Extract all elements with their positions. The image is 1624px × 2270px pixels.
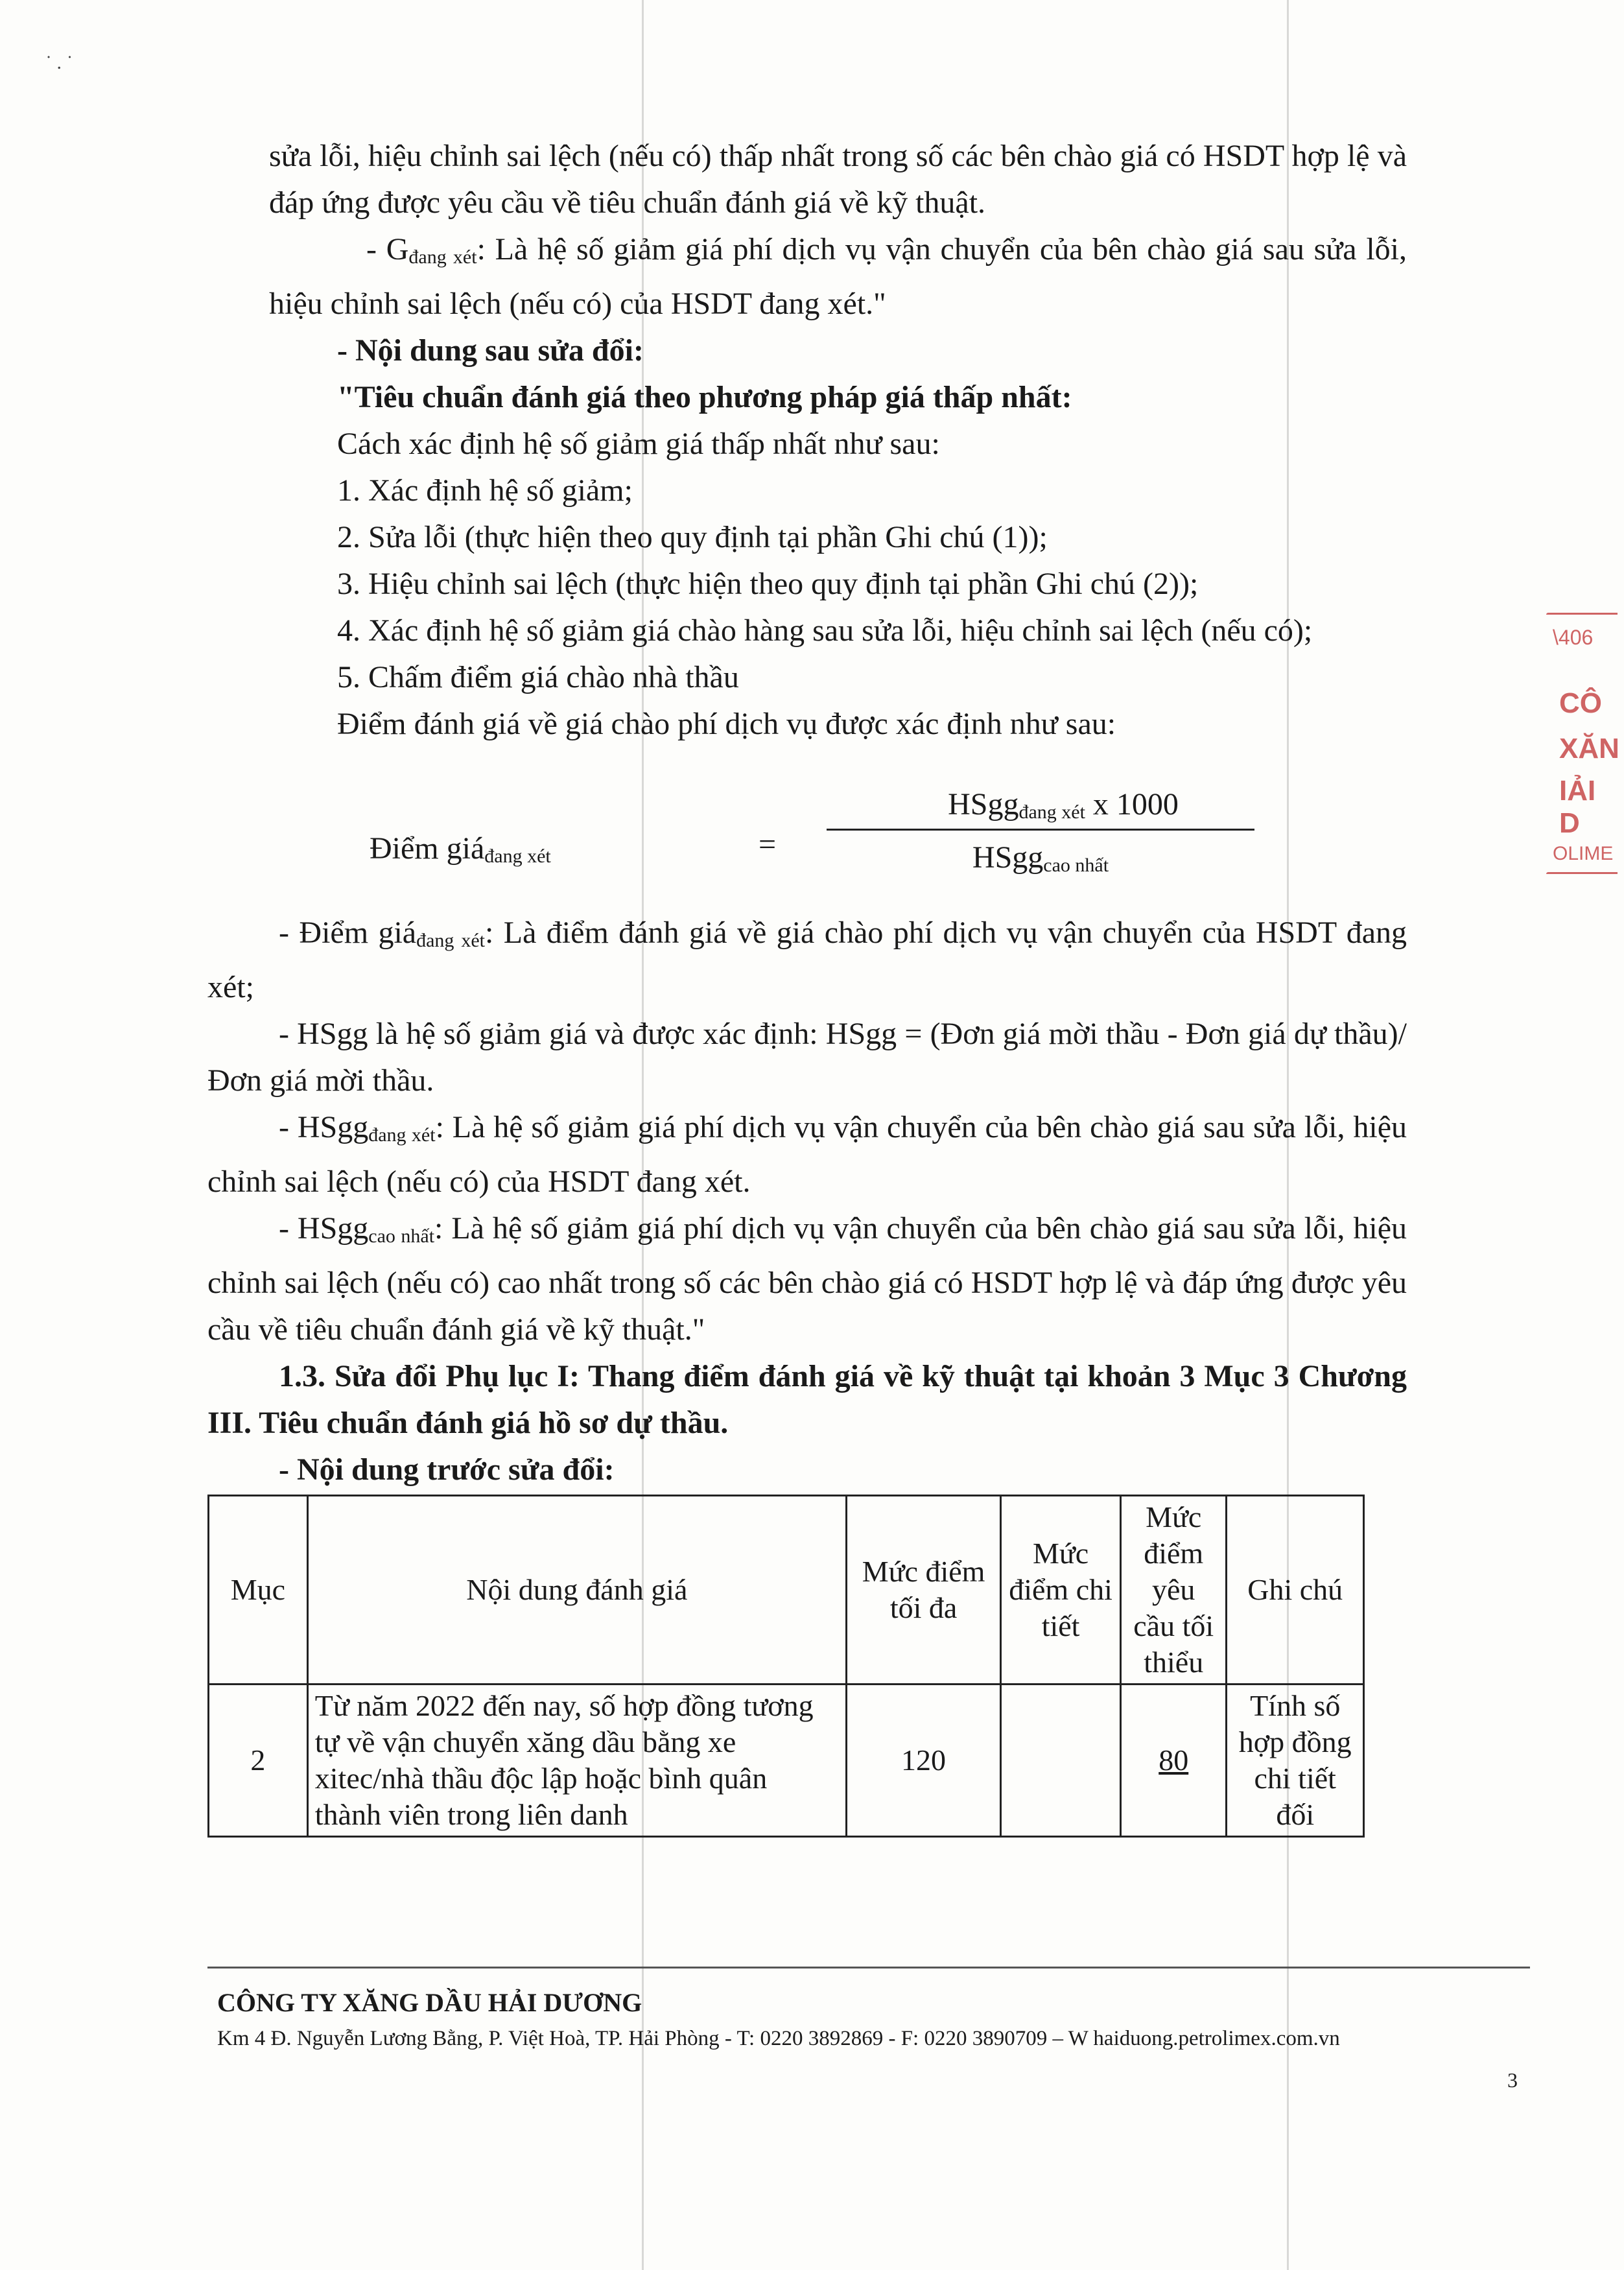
stamp-text: IẢI D [1559, 775, 1596, 839]
score-formula [269, 774, 1407, 910]
header-cell: Ghi chú [1227, 1496, 1364, 1685]
formula-equals: = [759, 827, 777, 862]
paragraph: Điểm đánh giá về giá chào phí dịch vụ được xác định như sau: [337, 707, 1116, 741]
company-address: Km 4 Đ. Nguyễn Lương Bằng, P. Việt Hoà, TP. Hải Phòng - T: 0220 3892869 - F: 0220 3890709 – W haiduong.petrolimex.com.vn [217, 2027, 1340, 2050]
definition: - HSgg$_{cao nhất}$: Là hệ số giảm giá phí dịch vụ vận chuyển của bên chào giá sau sửa lỗi, hiệu chỉnh sai lệch (nếu có) cao nhất trong số các bên chào giá có HSDT hợp lệ và đáp ứng được yêu cầu về tiêu chuẩn đánh giá về kỹ thuật." [207, 1211, 1407, 1347]
formula-numerator: HSgg$_{đang xét}$ x 1000 [827, 786, 1254, 831]
paragraph: sửa lỗi, hiệu chỉnh sai lệch (nếu có) thấp nhất trong số các bên chào giá có HSDT hợp lệ và đáp ứng được yêu cầu về tiêu chuẩn đánh giá về kỹ thuật. [269, 139, 1407, 220]
formula-fraction [827, 786, 1254, 877]
section-subheading: - Nội dung trước sửa đổi: [279, 1452, 615, 1487]
table-cell: 120 [846, 1685, 1000, 1837]
stamp-text: CÔ [1559, 687, 1602, 719]
footer [217, 1984, 1340, 2055]
footer-divider [207, 1967, 1530, 1969]
paragraph: - $G_{đang xét}$: Là hệ số giảm giá phí dịch vụ vận chuyển của bên chào giá sau sửa lỗi, hiệu chỉnh sai lệch (nếu có) của HSDT đang xét." [269, 232, 1407, 321]
stamp-arc [1546, 613, 1618, 615]
table-cell: Từ năm 2022 đến nay, số hợp đồng tương tự về vận chuyển xăng dầu bằng xe xitec/nhà thầu độc lập hoặc bình quân thành viên trong liên danh [307, 1685, 846, 1837]
page-number: 3 [1507, 2068, 1518, 2092]
table-row [209, 1685, 1364, 1837]
header-cell: Mức điểm chi tiết [1001, 1496, 1121, 1685]
list-item: 5. Chấm điểm giá chào nhà thầu [337, 660, 739, 694]
header-cell: Mức điểm yêu cầu tối thiểu [1120, 1496, 1226, 1685]
table-cell: 2 [209, 1685, 308, 1837]
document-body [207, 133, 1407, 1838]
table-cell [1001, 1685, 1121, 1837]
scan-specks: ˙ . ˙ [45, 52, 73, 73]
definition: - Điểm giá$_{đang xét}$: Là điểm đánh giá về giá chào phí dịch vụ vận chuyển của HSDT đang xét; [207, 916, 1407, 1004]
section-subheading: "Tiêu chuẩn đánh giá theo phương pháp giá thấp nhất: [337, 380, 1072, 414]
list-item: 2. Sửa lỗi (thực hiện theo quy định tại phần Ghi chú (1)); [337, 520, 1048, 554]
list-item: 3. Hiệu chỉnh sai lệch (thực hiện theo quy định tại phần Ghi chú (2)); [337, 567, 1199, 601]
definition: - HSgg là hệ số giảm giá và được xác định: HSgg = (Đơn giá mời thầu - Đơn giá dự thầu)/Đơn giá mời thầu. [207, 1017, 1407, 1098]
stamp-text: \406 [1553, 626, 1594, 649]
stamp-text: XĂN [1559, 733, 1619, 764]
company-stamp [1546, 600, 1624, 885]
table-header-row [209, 1496, 1364, 1685]
company-name: CÔNG TY XĂNG DẦU HẢI DƯƠNG [217, 1988, 642, 2017]
section-heading: 1.3. Sửa đổi Phụ lục I: Thang điểm đánh giá về kỹ thuật tại khoản 3 Mục 3 Chương III. Tiêu chuẩn đánh giá hồ sơ dự thầu. [207, 1359, 1407, 1440]
formula-left: Điểm giá$_{đang xét}$ [370, 831, 551, 867]
stamp-text: OLIME [1553, 843, 1614, 864]
stamp-arc [1546, 872, 1618, 874]
definition: - HSgg$_{đang xét}$: Là hệ số giảm giá phí dịch vụ vận chuyển của bên chào giá sau sửa lỗi, hiệu chỉnh sai lệch (nếu có) của HSDT đang xét. [207, 1110, 1407, 1199]
paragraph: Cách xác định hệ số giảm giá thấp nhất như sau: [337, 427, 940, 461]
table-cell: Tính số hợp đồng chi tiết đối [1227, 1685, 1364, 1837]
formula-denominator: HSgg$_{cao nhất}$ [972, 840, 1109, 876]
list-item: 4. Xác định hệ số giảm giá chào hàng sau sửa lỗi, hiệu chỉnh sai lệch (nếu có); [337, 613, 1313, 648]
table-cell: 80 [1120, 1685, 1226, 1837]
header-cell: Mục [209, 1496, 308, 1685]
section-subheading: - Nội dung sau sửa đổi: [337, 333, 644, 368]
header-cell: Nội dung đánh giá [307, 1496, 846, 1685]
scoring-table [207, 1495, 1365, 1838]
list-item: 1. Xác định hệ số giảm; [337, 473, 633, 508]
header-cell: Mức điểm tối đa [846, 1496, 1000, 1685]
